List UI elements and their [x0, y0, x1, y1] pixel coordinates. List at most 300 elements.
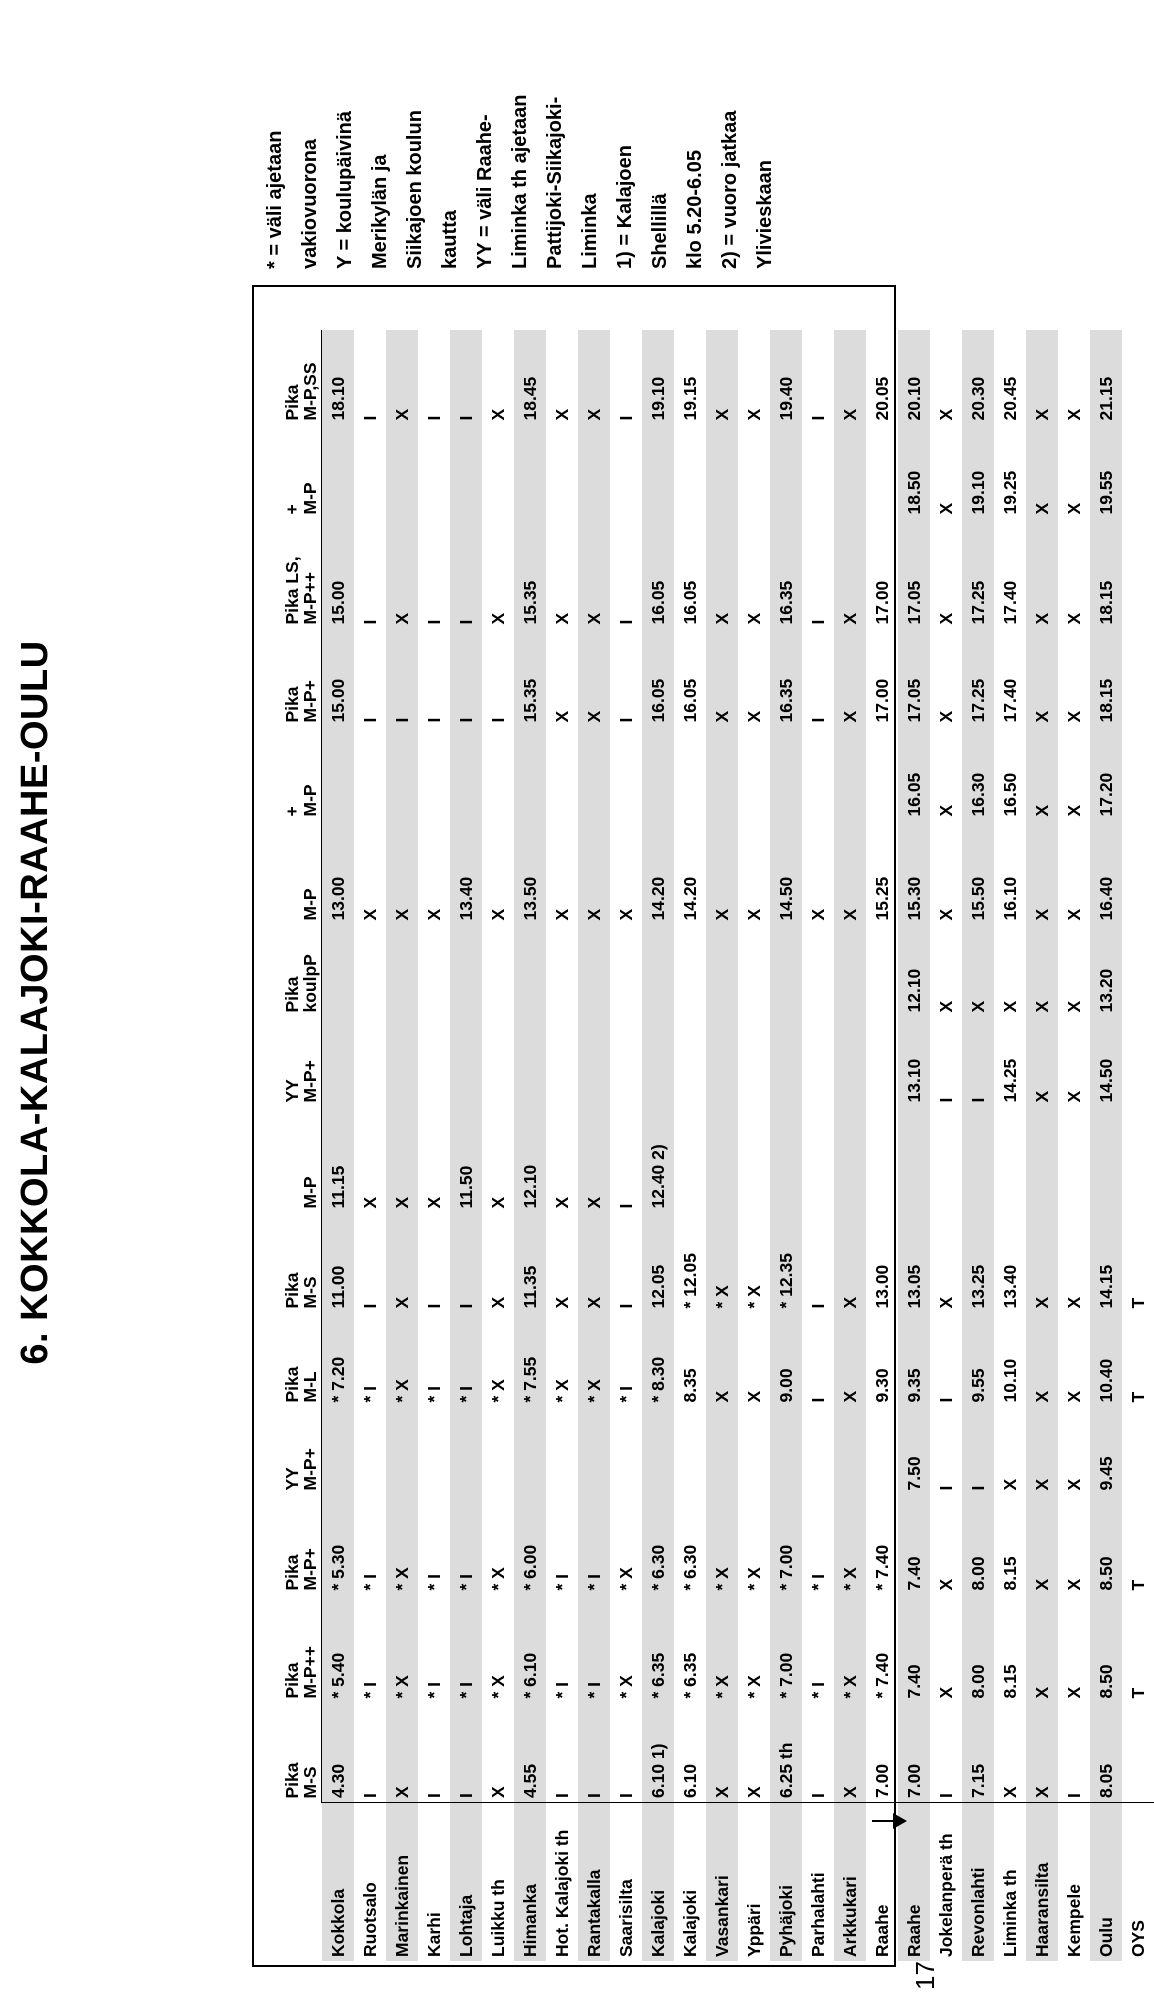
column-header-bottom: M-S [300, 1276, 320, 1309]
time-cell: X [482, 1703, 514, 1803]
time-cell [546, 425, 578, 519]
table-row [354, 331, 386, 1962]
time-cell: I [808, 1303, 828, 1309]
time-cell [482, 425, 514, 519]
time-cell: 13.40 [456, 876, 476, 921]
column-header [258, 925, 322, 1017]
column-header-bottom: M-P [300, 1176, 320, 1209]
time-cell: * 6.35 [680, 1652, 700, 1699]
footnote-line: Ylivieskaan [754, 160, 776, 269]
time-cell [1122, 629, 1154, 727]
time-cell: * 7.20 [322, 1313, 355, 1407]
table-row [898, 331, 930, 1962]
time-cell: I [616, 415, 636, 421]
time-cell: X [936, 1686, 956, 1699]
time-cell: * I [360, 1573, 380, 1591]
time-cell: * 6.00 [520, 1544, 540, 1591]
time-cell [450, 425, 482, 519]
time-cell: 14.50 [776, 876, 796, 921]
time-cell: 20.30 [968, 376, 988, 421]
time-cell [546, 727, 578, 821]
time-cell [450, 727, 482, 821]
time-cell [642, 727, 674, 821]
column-header-bottom: M-P [300, 888, 320, 921]
time-cell [610, 727, 642, 821]
time-cell: I [360, 717, 380, 723]
column-header-top: Pika [282, 686, 302, 723]
time-cell [1122, 1017, 1154, 1107]
time-cell: X [936, 1296, 956, 1309]
time-cell [514, 925, 546, 1017]
table-row [514, 331, 546, 1962]
time-cell: 15.25 [872, 876, 892, 921]
time-cell [866, 727, 898, 821]
time-cell: * X [616, 1567, 636, 1591]
time-cell: * I [584, 1573, 604, 1591]
time-cell: X [712, 612, 732, 625]
time-cell: T [1128, 1297, 1148, 1309]
column-header-bottom: M-P+ [300, 1448, 320, 1491]
time-cell: I [424, 717, 444, 723]
time-cell: * X [712, 1285, 732, 1309]
time-cell: X [552, 1296, 572, 1309]
time-cell [770, 425, 802, 519]
time-cell [482, 925, 514, 1017]
column-header-top: Pika [282, 1366, 302, 1403]
time-cell: 13.40 [1000, 1264, 1020, 1309]
time-cell: 11.00 [322, 1213, 355, 1313]
time-cell: X [1064, 804, 1084, 817]
column-header-top: + [282, 806, 302, 817]
time-cell: 13.20 [1096, 968, 1116, 1013]
time-cell [1122, 925, 1154, 1017]
time-cell: 9.45 [1096, 1456, 1116, 1491]
time-cell [802, 1107, 834, 1213]
time-cell: 16.05 [648, 580, 668, 625]
time-cell [642, 1017, 674, 1107]
time-cell [578, 727, 610, 821]
time-cell: X [712, 1390, 732, 1403]
time-cell: X [616, 908, 636, 921]
time-cell: 17.05 [904, 678, 924, 723]
time-cell: X [744, 1390, 764, 1403]
time-cell [450, 925, 482, 1017]
time-cell [674, 925, 706, 1017]
time-cell [706, 925, 738, 1017]
time-cell: I [488, 717, 508, 723]
time-cell [418, 1407, 450, 1495]
time-cell: 19.10 [968, 470, 988, 515]
time-cell: 13.10 [904, 1058, 924, 1103]
time-cell [610, 1407, 642, 1495]
time-cell [482, 727, 514, 821]
time-cell: 6.25 th [770, 1703, 802, 1803]
table-row [834, 331, 866, 1962]
time-cell: 6.10 1) [642, 1703, 674, 1803]
time-cell: X [584, 612, 604, 625]
stop-name: Kalajoki [648, 1889, 668, 1957]
stop-name: Raahe [872, 1904, 892, 1957]
footnote-line: Merikylän ja [369, 154, 391, 269]
column-header [258, 629, 322, 727]
time-cell [386, 425, 418, 519]
stop-name: Himanka [520, 1884, 540, 1957]
time-cell: * I [456, 1681, 476, 1699]
table-row [994, 331, 1026, 1962]
time-cell: * 8.30 [648, 1356, 668, 1403]
time-cell: I [360, 415, 380, 421]
time-cell: 7.40 [904, 1664, 924, 1699]
time-cell: * X [744, 1567, 764, 1591]
stop-name: Kempele [1064, 1884, 1084, 1957]
column-header [258, 425, 322, 519]
time-cell: * X [392, 1675, 412, 1699]
column-header-bottom: M-P++ [300, 1645, 320, 1699]
stop-name: Kokkola [327, 1888, 348, 1957]
time-cell [514, 1407, 546, 1495]
time-cell: 11.35 [520, 1265, 540, 1309]
time-cell: * 7.40 [872, 1652, 892, 1699]
time-cell: I [418, 1703, 450, 1803]
time-cell: 7.00 [866, 1703, 898, 1803]
time-cell [482, 1407, 514, 1495]
time-cell: I [808, 415, 828, 421]
time-cell: I [936, 1485, 956, 1491]
time-cell [738, 925, 770, 1017]
time-cell: 9.00 [776, 1368, 796, 1403]
time-cell: X [840, 908, 860, 921]
time-cell: * I [808, 1681, 828, 1699]
time-cell: X [1064, 710, 1084, 723]
time-cell: X [706, 1703, 738, 1803]
time-cell: 16.30 [968, 772, 988, 817]
time-cell [930, 1107, 962, 1213]
time-cell: X [936, 710, 956, 723]
time-cell: X [424, 908, 444, 921]
time-cell: 18.10 [322, 331, 355, 425]
time-cell: * 5.30 [322, 1495, 355, 1595]
time-cell: X [552, 710, 572, 723]
time-cell [322, 1407, 355, 1495]
time-cell: I [936, 1397, 956, 1403]
time-cell [578, 1017, 610, 1107]
time-cell: 19.10 [648, 376, 668, 421]
time-cell: 19.25 [1000, 470, 1020, 515]
time-cell: 7.50 [904, 1456, 924, 1491]
time-cell [802, 1017, 834, 1107]
time-cell: X [712, 710, 732, 723]
time-cell: * 12.35 [776, 1253, 796, 1309]
column-header-top: Pika [282, 1762, 302, 1799]
table-row [930, 331, 962, 1962]
time-cell [418, 925, 450, 1017]
time-cell: X [488, 612, 508, 625]
time-cell: X [1032, 908, 1052, 921]
time-cell: 16.05 [680, 580, 700, 625]
time-cell: 17.00 [872, 678, 892, 723]
time-cell: X [936, 408, 956, 421]
time-cell [866, 1407, 898, 1495]
time-cell: X [552, 408, 572, 421]
time-cell: X [552, 612, 572, 625]
time-cell [322, 1017, 355, 1107]
time-cell [354, 727, 386, 821]
footnote-line: 2) = vuoro jatkaa [719, 110, 741, 269]
table-row [386, 331, 418, 1962]
time-cell [834, 1017, 866, 1107]
time-cell: X [1064, 612, 1084, 625]
time-cell: 16.50 [1000, 772, 1020, 817]
time-cell: X [392, 612, 412, 625]
time-cell [994, 1107, 1026, 1213]
time-cell: X [1032, 804, 1052, 817]
footnote-line: kautta [439, 210, 461, 269]
time-cell [1122, 821, 1154, 925]
time-cell: 13.00 [322, 821, 355, 925]
footnote-line: Pattijoki-Siikajoki- [544, 96, 566, 269]
time-cell: 7.40 [904, 1556, 924, 1591]
time-cell [1026, 1107, 1058, 1213]
time-cell: X [1064, 1296, 1084, 1309]
time-cell: 10.40 [1096, 1358, 1116, 1403]
time-cell: * X [488, 1567, 508, 1591]
time-cell: 9.35 [904, 1368, 924, 1403]
stop-name: Marinkainen [392, 1854, 412, 1957]
footnote-line: * = väli ajetaan [264, 130, 286, 269]
time-cell [770, 1107, 802, 1213]
time-cell: 8.50 [1096, 1556, 1116, 1591]
time-cell: X [392, 908, 412, 921]
time-cell: X [584, 408, 604, 421]
time-cell: I [392, 717, 412, 723]
time-cell: X [1064, 908, 1084, 921]
column-header [258, 331, 322, 425]
column-header-bottom: M-P++ [300, 571, 320, 625]
column-header [258, 1703, 322, 1803]
time-cell: X [424, 1196, 444, 1209]
time-cell: 18.50 [904, 470, 924, 515]
time-cell [706, 1017, 738, 1107]
time-cell [962, 1107, 994, 1213]
time-cell [482, 1017, 514, 1107]
time-cell [578, 925, 610, 1017]
time-cell: X [488, 1196, 508, 1209]
time-cell: X [968, 1000, 988, 1013]
column-header [258, 1213, 322, 1313]
time-cell [674, 1107, 706, 1213]
time-cell: 6.10 [674, 1703, 706, 1803]
column-header-bottom: M-P+ [300, 680, 320, 723]
time-cell: 18.15 [1096, 580, 1116, 625]
stop-name: Ruotsalo [360, 1882, 380, 1957]
time-cell [322, 425, 355, 519]
time-cell [834, 1407, 866, 1495]
time-cell: * X [744, 1285, 764, 1309]
column-header-top: Pika [282, 1662, 302, 1699]
header-row [258, 331, 322, 1962]
time-cell: 17.05 [904, 580, 924, 625]
time-cell: * 6.35 [648, 1652, 668, 1699]
time-cell: X [994, 1703, 1026, 1803]
time-cell [418, 425, 450, 519]
time-cell [514, 1017, 546, 1107]
time-cell: I [968, 1097, 988, 1103]
column-header-bottom: M-P,SS [300, 362, 320, 421]
time-cell [386, 727, 418, 821]
column-header-top: Pika [282, 1554, 302, 1591]
time-cell: 18.45 [520, 376, 540, 421]
time-cell: X [1032, 710, 1052, 723]
time-cell [770, 1017, 802, 1107]
column-header [258, 1107, 322, 1213]
column-header-bottom: M-S [300, 1766, 320, 1799]
time-cell: I [456, 717, 476, 723]
time-cell: X [840, 1296, 860, 1309]
column-header-top: + [282, 504, 302, 515]
column-header-bottom: M-L [300, 1371, 320, 1403]
time-cell: I [968, 1485, 988, 1491]
time-cell: 16.40 [1096, 876, 1116, 921]
column-header-top: Pika LS, [282, 556, 302, 625]
column-header [258, 821, 322, 925]
time-cell: I [936, 1097, 956, 1103]
time-cell: X [1064, 1000, 1084, 1013]
time-cell: I [616, 717, 636, 723]
time-cell: 20.45 [1000, 376, 1020, 421]
time-cell: X [584, 1296, 604, 1309]
time-cell [738, 1017, 770, 1107]
time-cell: I [616, 1203, 636, 1209]
column-header-top: YY [282, 1079, 302, 1103]
time-cell: * X [488, 1379, 508, 1403]
time-cell: 13.00 [872, 1264, 892, 1309]
time-cell [642, 425, 674, 519]
time-cell: X [738, 1703, 770, 1803]
time-cell: 13.25 [968, 1264, 988, 1309]
time-cell [706, 1107, 738, 1213]
time-cell: 7.15 [962, 1703, 994, 1803]
stop-name: Haaransilta [1032, 1862, 1052, 1957]
column-header [258, 1595, 322, 1703]
time-cell: X [936, 1000, 956, 1013]
footnote-line: 1) = Kalajoen [614, 145, 636, 269]
time-cell: 9.55 [968, 1368, 988, 1403]
footnote-line: klo 5.20-6.05 [684, 150, 706, 269]
stop-name: Saarisilta [616, 1879, 636, 1957]
time-cell [514, 727, 546, 821]
column-header-bottom: M-P [300, 784, 320, 817]
time-cell: * I [808, 1573, 828, 1591]
stop-name: Revonlahti [968, 1867, 988, 1957]
time-cell [1122, 425, 1154, 519]
footnote-line: Siikajoen koulun [404, 110, 426, 269]
column-header-bottom: koulpP [300, 954, 320, 1013]
time-cell [898, 1107, 930, 1213]
time-cell: * I [424, 1385, 444, 1403]
time-cell: I [424, 415, 444, 421]
time-cell: 16.05 [680, 678, 700, 723]
column-header [258, 1495, 322, 1595]
time-cell: * I [424, 1681, 444, 1699]
time-cell [706, 425, 738, 519]
time-cell [674, 1017, 706, 1107]
time-cell: * I [456, 1573, 476, 1591]
stop-name: Hot. Kalajoki th [552, 1829, 572, 1957]
time-cell: 7.00 [898, 1703, 930, 1803]
time-cell [674, 727, 706, 821]
time-cell: * X [744, 1675, 764, 1699]
table-row [866, 331, 898, 1962]
time-cell: 15.35 [520, 580, 540, 625]
time-cell: * X [488, 1675, 508, 1699]
stop-name: Lohtaja [456, 1894, 476, 1957]
time-cell: * I [360, 1385, 380, 1403]
time-cell: X [936, 804, 956, 817]
time-cell: 4.55 [514, 1703, 546, 1803]
time-cell: X [584, 710, 604, 723]
time-cell: X [392, 1296, 412, 1309]
time-cell: * 7.00 [776, 1544, 796, 1591]
time-cell [866, 1017, 898, 1107]
stop-name: Liminka th [1000, 1869, 1020, 1957]
time-cell: 19.40 [776, 376, 796, 421]
time-cell: X [1064, 408, 1084, 421]
time-cell: X [386, 1703, 418, 1803]
table-row [322, 331, 355, 1962]
time-cell: * 7.40 [872, 1544, 892, 1591]
stop-name: Oulu [1096, 1917, 1116, 1957]
time-cell: T [1128, 1687, 1148, 1699]
time-cell: 14.20 [648, 876, 668, 921]
time-cell: * 6.30 [648, 1544, 668, 1591]
time-cell [738, 727, 770, 821]
time-cell [578, 425, 610, 519]
time-cell: 20.10 [904, 376, 924, 421]
time-cell: X [1032, 1390, 1052, 1403]
table-row [962, 331, 994, 1962]
time-cell: X [488, 408, 508, 421]
time-cell [450, 1407, 482, 1495]
time-cell: * X [616, 1675, 636, 1699]
time-cell: * I [456, 1385, 476, 1403]
time-cell: X [840, 612, 860, 625]
time-cell: 17.40 [1000, 580, 1020, 625]
stop-name: Kalajoki [680, 1889, 700, 1957]
time-cell [738, 1407, 770, 1495]
time-cell [802, 425, 834, 519]
time-cell: X [936, 1578, 956, 1591]
time-cell: X [744, 908, 764, 921]
time-cell: 14.25 [1000, 1058, 1020, 1103]
time-cell: X [584, 1196, 604, 1209]
time-cell: X [1064, 1090, 1084, 1103]
stop-name: Rantakalla [584, 1869, 604, 1957]
time-cell: * X [392, 1567, 412, 1591]
footnotes [258, 7, 783, 269]
time-cell: 14.50 [1096, 1058, 1116, 1103]
time-cell: I [616, 619, 636, 625]
time-cell: 16.35 [776, 678, 796, 723]
column-header-top: YY [282, 1467, 302, 1491]
time-cell: 15.00 [322, 629, 355, 727]
time-cell: X [392, 408, 412, 421]
time-cell [738, 425, 770, 519]
time-cell: I [578, 1703, 610, 1803]
time-cell: X [1064, 1686, 1084, 1699]
column-header-top: Pika [282, 976, 302, 1013]
page-title: 6. KOKKOLA-KALAJOKI-RAAHE-OULU [14, 640, 56, 1365]
time-cell: I [616, 1303, 636, 1309]
